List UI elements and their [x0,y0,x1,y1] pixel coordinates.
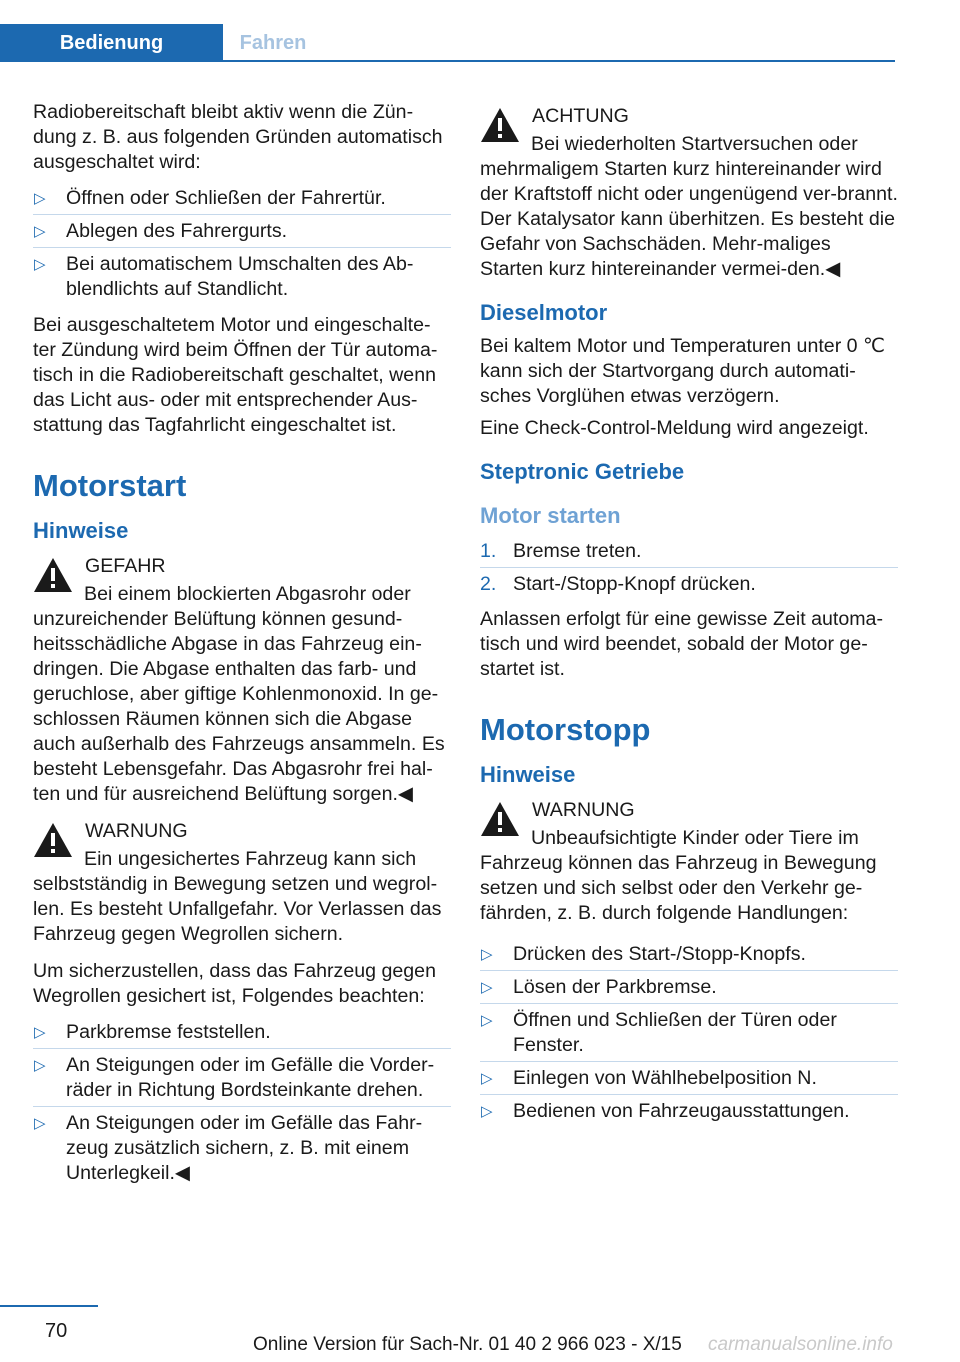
footer-version-text: Online Version für Sach-Nr. 01 40 2 966 023 - X/15 [253,1334,682,1355]
heading-hinweise: Hinweise [33,518,129,543]
heading-hinweise: Hinweise [480,762,576,787]
list-item-text: Einlegen von Wählhebelposition N. [513,1067,817,1089]
chapter-tabs [0,24,895,62]
triangle-right-icon: ▷ [34,256,46,273]
left-column [33,100,451,1197]
list-item-text: Parkbremse feststellen. [66,1021,271,1043]
triangle-right-icon: ▷ [34,223,46,240]
warning-gefahr [33,554,451,807]
warning-text: Bei einem blockierten Abgasrohr oder unzureichender Belüftung können gesund‐heitsschädliche Abgase in das Fahrzeug ein‐dringen. Die Abgase enthalten das farb- und geruchlose, aber giftige Kohlenmonoxid. In ge‐schlossen Räumen können sich die Abgase auch außerhalb des Fahrzeugs ansammeln. Es besteht Lebensgefahr. Das Abgasrohr frei hal‐ten und für ausreichend Belüftung sorgen.◀ [33,583,445,805]
list-item-text: Lösen der Parkbremse. [513,976,717,998]
warning-text: Unbeaufsichtigte Kinder oder Tiere im Fahrzeug können das Fahrzeug in Bewegung setzen und sich selbst oder den Verkehr ge‐fährden, z. B. durch folgende Handlungen: [480,827,877,924]
intro-list [33,182,451,305]
tab-bedienung[interactable]: Bedienung [0,24,223,62]
triangle-right-icon: ▷ [481,1103,493,1120]
list-item-text: An Steigungen oder im Gefälle die Vorder‐räder in Richtung Bordsteinkante drehen. [66,1054,435,1101]
warning-label: ACHTUNG [532,105,629,127]
check-control-paragraph: Eine Check-Control-Meldung wird angezeigt. [480,417,869,439]
list-item-text: Bei automatischem Umschalten des Ab‐blendlichts auf Standlicht. [66,253,414,300]
watermark: carmanualsonline.info [708,1334,893,1355]
tab-underline [0,60,895,62]
start-paragraph: Anlassen erfolgt für eine gewisse Zeit automa‐tisch und wird beendet, sobald der Motor ge‐startet ist. [480,608,883,680]
tab-fahren[interactable]: Fahren [239,32,307,54]
list-item [33,1016,451,1048]
heading-steptronic: Steptronic Getriebe [480,459,685,484]
triangle-right-icon: ▷ [481,1070,493,1087]
warning-label: WARNUNG [532,799,635,821]
warning-triangle-icon [33,822,73,858]
page-number: 70 [45,1320,68,1342]
diesel-paragraph: Bei kaltem Motor und Temperaturen unter 0 ℃ kann sich der Startvorgang durch automati‐sches Vorglühen etwas verzögern. [480,335,886,407]
triangle-right-icon: ▷ [481,946,493,963]
footer-rule [0,1305,98,1307]
ignition-paragraph: Bei ausgeschaltetem Motor und eingeschalte‐ter Zündung wird beim Öffnen der Tür automa‐tisch in die Radiobereitschaft geschaltet, wenn das Licht aus- oder mit entsprechender Aus‐stattung das Tagfahrlicht eingeschaltet ist. [33,314,438,436]
list-item [480,1094,898,1127]
list-item-text: Ablegen des Fahrergurts. [66,220,288,242]
list-item-text: Öffnen oder Schließen der Fahrertür. [66,187,386,209]
list-item-text: Öffnen und Schließen der Türen oder Fenster. [513,1009,837,1056]
step-number: 2. [480,573,497,595]
warning-text: Bei wiederholten Startversuchen oder mehrmaligem Starten kurz hintereinander wird der Kraftstoff nicht oder ungenügend ver‐brannt. Der Katalysator kann überhitzen. Es besteht die Gefahr von Sachschäden. Mehr‐maliges Starten kurz hintereinander vermei‐den.◀ [480,133,898,280]
list-item-text: Bedienen von Fahrzeugausstattungen. [513,1100,850,1122]
step-text: Start-/Stopp-Knopf drücken. [513,573,756,595]
list-item [480,970,898,1003]
stop-list [480,938,898,1127]
heading-motor-starten: Motor starten [480,503,621,528]
list-item [33,247,451,305]
triangle-right-icon: ▷ [34,190,46,207]
step-number: 1. [480,540,497,562]
triangle-right-icon: ▷ [34,1024,46,1041]
list-item [33,1106,451,1189]
warning-warnung-stop [480,798,898,926]
secure-list [33,1016,451,1189]
warning-label: WARNUNG [85,820,188,842]
intro-paragraph: Radiobereitschaft bleibt aktiv wenn die Zün‐dung z. B. aus folgenden Gründen automatisch ausgeschaltet wird: [33,101,443,173]
step-item [480,535,898,567]
right-column [480,100,898,1135]
warning-label: GEFAHR [85,555,166,577]
triangle-right-icon: ▷ [481,1012,493,1029]
step-item [480,567,898,600]
warning-triangle-icon [480,107,520,143]
start-steps [480,535,898,600]
warning-achtung [480,104,898,282]
triangle-right-icon: ▷ [481,979,493,996]
warning-triangle-icon [33,557,73,593]
list-item [480,1061,898,1094]
list-item [33,182,451,214]
list-item-text: Drücken des Start-/Stopp-Knopfs. [513,943,806,965]
list-item [33,214,451,247]
heading-dieselmotor: Dieselmotor [480,300,608,325]
list-item-text: An Steigungen oder im Gefälle das Fahr‐zeug zusätzlich sichern, z. B. mit einem Unterlegkeil.◀ [66,1112,423,1184]
list-item [33,1048,451,1106]
warning-text: Ein ungesichertes Fahrzeug kann sich selbstständig in Bewegung setzen und wegrol‐len. Es besteht Unfallgefahr. Vor Verlassen das Fahrzeug gegen Wegrollen sichern. [33,848,442,945]
list-item [480,938,898,970]
list-item [480,1003,898,1061]
step-text: Bremse treten. [513,540,642,562]
secure-paragraph: Um sicherzustellen, dass das Fahrzeug gegen Wegrollen gesichert ist, Folgendes beachten: [33,960,436,1007]
warning-triangle-icon [480,801,520,837]
triangle-right-icon: ▷ [34,1115,46,1132]
heading-motorstart: Motorstart [33,468,187,503]
heading-motorstopp: Motorstopp [480,712,651,747]
warning-warnung [33,819,451,947]
triangle-right-icon: ▷ [34,1057,46,1074]
